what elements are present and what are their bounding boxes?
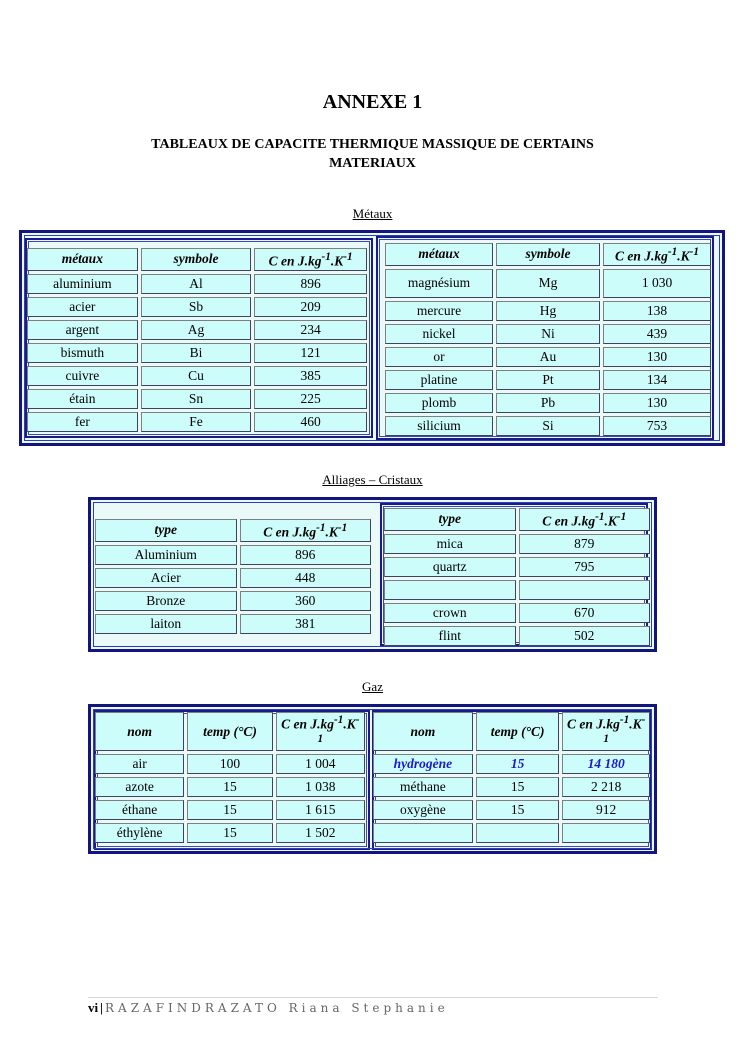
table-cell: 439: [603, 324, 711, 344]
table-cell: éthane: [95, 800, 184, 820]
table-cell: 130: [603, 347, 711, 367]
table-cell: Fe: [141, 412, 252, 432]
table-cell: mercure: [385, 301, 493, 321]
table-cell: argent: [27, 320, 138, 340]
table-row: [373, 754, 650, 774]
table-row: [373, 800, 650, 820]
table-cell: Bi: [141, 343, 252, 363]
table-cell: [373, 823, 473, 843]
table-cell: 15: [476, 800, 560, 820]
table-row: [95, 777, 365, 797]
table-cell: mica: [384, 534, 516, 554]
table-row: [385, 370, 711, 390]
table-cell: Hg: [496, 301, 600, 321]
table-row: [373, 823, 650, 843]
table-cell: plomb: [385, 393, 493, 413]
table-cell: 385: [254, 366, 367, 386]
table-cell: 134: [603, 370, 711, 390]
table-cell: 15: [187, 823, 272, 843]
table-cell: 912: [562, 800, 650, 820]
table-cell: platine: [385, 370, 493, 390]
table-row: [95, 545, 371, 565]
table-row: [95, 591, 371, 611]
table-header-row: [95, 519, 371, 542]
table-cell: 1 615: [276, 800, 365, 820]
table-cell: bismuth: [27, 343, 138, 363]
header-type: type: [384, 508, 516, 531]
table-cell: Bronze: [95, 591, 237, 611]
table-row: [373, 777, 650, 797]
table-header-row: [373, 712, 650, 751]
table-cell: 1 038: [276, 777, 365, 797]
page-subtitle: TABLEAUX DE CAPACITE THERMIQUE MASSIQUE DE CERTAINS MATERIAUX: [151, 137, 594, 171]
table-cell: 879: [519, 534, 651, 554]
table-cell: 1 004: [276, 754, 365, 774]
table-cell: 502: [519, 626, 651, 646]
table-cell: Acier: [95, 568, 237, 588]
table-cell: or: [385, 347, 493, 367]
table-header-row: [384, 508, 650, 531]
table-header-row: [95, 712, 365, 751]
table-row: [27, 366, 367, 386]
table-row: [385, 416, 711, 436]
page-footer: [88, 1000, 449, 1016]
table-cell: 225: [254, 389, 367, 409]
header-heat-capacity: C en $J.kg^{-1}.K^{-1}$: [519, 508, 651, 531]
footer-divider: [88, 997, 658, 998]
table-cell: flint: [384, 626, 516, 646]
table-cell: quartz: [384, 557, 516, 577]
table-row: [385, 324, 711, 344]
header-heat-capacity: C en $J.kg^{-1}.K^{-1}$: [240, 519, 371, 542]
header-metaux: métaux: [385, 243, 493, 266]
table-cell: Al: [141, 274, 252, 294]
table-cell: aluminium: [27, 274, 138, 294]
table-row: [384, 534, 650, 554]
table-row: [385, 269, 711, 298]
table-row: [27, 412, 367, 432]
table-row: [385, 301, 711, 321]
table-cell: crown: [384, 603, 516, 623]
header-temp: temp (°C): [476, 712, 560, 751]
table-row: [27, 297, 367, 317]
table-cell: Mg: [496, 269, 600, 298]
table-cell: nickel: [385, 324, 493, 344]
table-cell: Sn: [141, 389, 252, 409]
metaux-table-right: [382, 240, 714, 439]
table-cell: silicium: [385, 416, 493, 436]
table-cell: 130: [603, 393, 711, 413]
header-heat-capacity: C en $J.kg^{-1}.K^{-1}$: [562, 712, 650, 751]
table-cell: 2 218: [562, 777, 650, 797]
header-temp: temp (°C): [187, 712, 272, 751]
table-row: [95, 754, 365, 774]
alliages-table-right: [381, 505, 653, 649]
table-cell: 15: [476, 777, 560, 797]
header-heat-capacity: C en $J.kg^{-1}.K^{-1}$: [603, 243, 711, 266]
header-nom: nom: [95, 712, 184, 751]
footer-author: RAZAFINDRAZATO Riana Stephanie: [105, 1001, 449, 1015]
table-cell: éthylène: [95, 823, 184, 843]
table-cell: cuivre: [27, 366, 138, 386]
table-row: [384, 603, 650, 623]
table-cell: 670: [519, 603, 651, 623]
table-header-row: [27, 248, 367, 271]
table-cell: Au: [496, 347, 600, 367]
table-cell: hydrogène: [373, 754, 473, 774]
table-cell: 753: [603, 416, 711, 436]
table-cell: Pb: [496, 393, 600, 413]
table-cell: oxygène: [373, 800, 473, 820]
table-cell: laiton: [95, 614, 237, 634]
table-cell: magnésium: [385, 269, 493, 298]
table-row: [384, 557, 650, 577]
gaz-table-left: [92, 709, 368, 846]
table-cell: 896: [254, 274, 367, 294]
table-cell: 360: [240, 591, 371, 611]
metaux-table-left: [24, 245, 370, 435]
table-cell: méthane: [373, 777, 473, 797]
table-cell: 381: [240, 614, 371, 634]
table-cell: 896: [240, 545, 371, 565]
alliages-table-left: [92, 516, 374, 637]
table-cell: 209: [254, 297, 367, 317]
footer-separator: |: [100, 1000, 103, 1015]
gaz-table-right: [370, 709, 653, 846]
section-heading-gaz: Gaz: [362, 679, 383, 694]
section-heading-alliages: Alliages – Cristaux: [322, 472, 423, 487]
table-cell: acier: [27, 297, 138, 317]
table-cell: azote: [95, 777, 184, 797]
table-cell: Pt: [496, 370, 600, 390]
table-cell: 1 502: [276, 823, 365, 843]
table-cell: 460: [254, 412, 367, 432]
table-cell: Ni: [496, 324, 600, 344]
table-cell: 121: [254, 343, 367, 363]
header-symbole: symbole: [141, 248, 252, 271]
table-row: [95, 823, 365, 843]
header-heat-capacity: C en $J.kg^{-1}.K^{-1}$: [254, 248, 367, 271]
table-cell: Ag: [141, 320, 252, 340]
table-row: [27, 320, 367, 340]
table-cell: 795: [519, 557, 651, 577]
table-cell: 14 180: [562, 754, 650, 774]
table-row: [27, 274, 367, 294]
table-cell: étain: [27, 389, 138, 409]
table-cell: 15: [187, 777, 272, 797]
table-cell: 448: [240, 568, 371, 588]
table-header-row: [385, 243, 711, 266]
table-cell: Cu: [141, 366, 252, 386]
header-type: type: [95, 519, 237, 542]
header-heat-capacity: C en $J.kg^{-1}.K^{-1}$: [276, 712, 365, 751]
table-row: [95, 800, 365, 820]
table-cell: [476, 823, 560, 843]
table-cell: 234: [254, 320, 367, 340]
page-number: vi: [88, 1000, 99, 1015]
table-cell: [384, 580, 516, 600]
table-cell: Aluminium: [95, 545, 237, 565]
table-row: [385, 347, 711, 367]
table-cell: 1 030: [603, 269, 711, 298]
header-symbole: symbole: [496, 243, 600, 266]
table-cell: [519, 580, 651, 600]
section-heading-metaux: Métaux: [352, 206, 393, 221]
table-cell: 100: [187, 754, 272, 774]
table-cell: air: [95, 754, 184, 774]
table-row: [27, 389, 367, 409]
page-title: ANNEXE 1: [322, 91, 423, 113]
header-nom: nom: [373, 712, 473, 751]
table-row: [27, 343, 367, 363]
table-cell: Si: [496, 416, 600, 436]
table-row: [95, 568, 371, 588]
table-cell: 15: [187, 800, 272, 820]
table-cell: 138: [603, 301, 711, 321]
table-cell: 15: [476, 754, 560, 774]
table-row: [384, 626, 650, 646]
table-cell: [562, 823, 650, 843]
table-row: [95, 614, 371, 634]
table-cell: fer: [27, 412, 138, 432]
table-cell: Sb: [141, 297, 252, 317]
table-row: [384, 580, 650, 600]
table-row: [385, 393, 711, 413]
header-metaux: métaux: [27, 248, 138, 271]
